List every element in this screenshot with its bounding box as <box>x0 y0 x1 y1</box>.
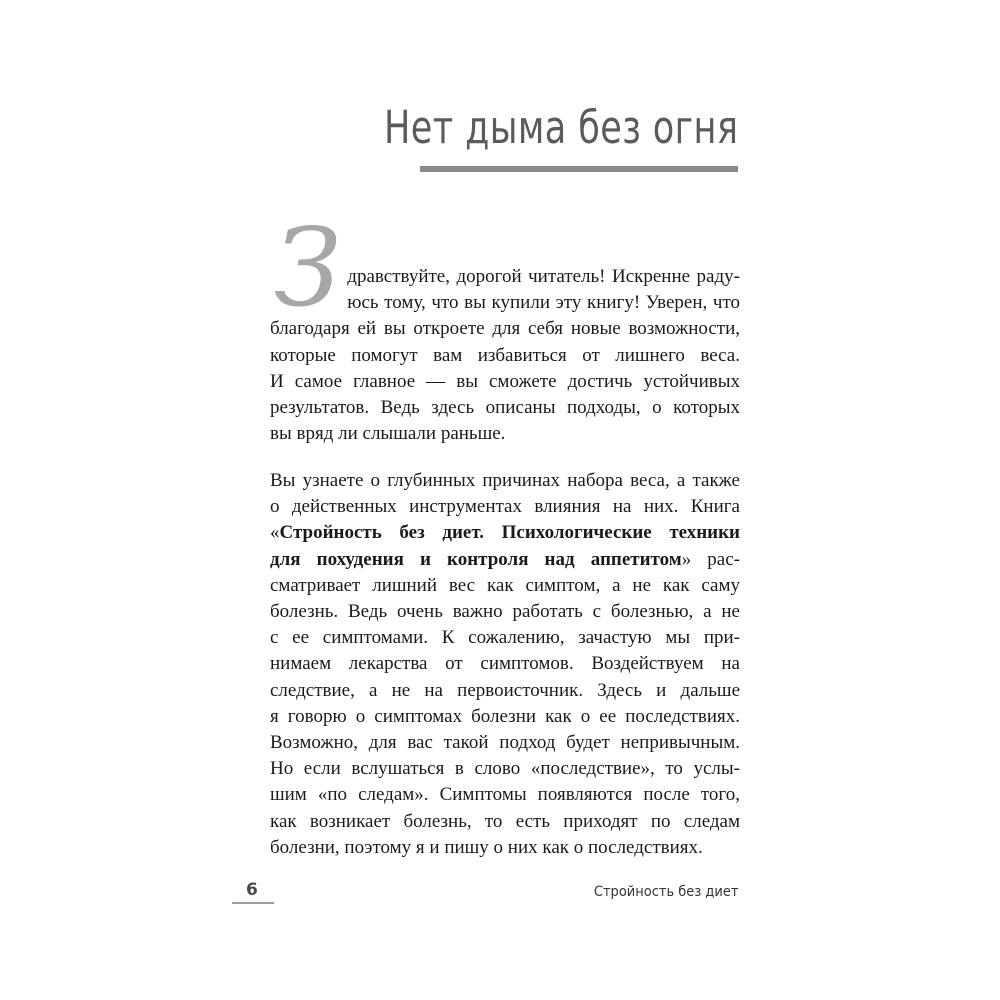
page-number-rule <box>232 902 274 904</box>
paragraph-2-line-book-title <box>270 547 740 573</box>
paragraph-2-line: сматривает лишний вес как симптом, а не как саму <box>270 574 740 596</box>
paragraph-2-line-book-title <box>270 520 740 546</box>
paragraph-1-line: дравствуйте, дорогой читатель! Искренне раду- <box>347 266 740 287</box>
paragraph-1-line: И самое главное — вы сможете достичь устойчивых <box>270 370 740 392</box>
paragraph-1-line: юсь тому, что вы купили эту книгу! Уверен, что <box>347 292 740 314</box>
chapter-title: Нет дыма без огня <box>383 101 738 154</box>
paragraph-1-line: которые помогут вам избавиться от лишнего веса. <box>270 344 740 366</box>
paragraph-1 <box>270 206 740 447</box>
paragraph-2-line: болезнь. Ведь очень важно работать с болезнью, а не <box>270 601 740 623</box>
running-title: Стройность без диет <box>593 884 738 900</box>
title-underline-rule <box>420 166 738 172</box>
paragraph-2-line: следствие, а не на первоисточник. Здесь и дальше <box>270 679 740 701</box>
paragraph-2-line: я говорю о симптомах болезни как о ее последствиях. <box>270 705 740 727</box>
paragraph-2-line: Вы узнаете о глубинных причинах набора веса, а также <box>270 470 740 491</box>
paragraph-2-line: о действенных инструментах влияния на них. Книга <box>270 496 740 518</box>
paragraph-2-line: Но если вслушаться в слово «последствие», то услы- <box>270 758 740 780</box>
paragraph-2-line: шим «по следам». Симптомы появляются после того, <box>270 784 740 806</box>
paragraph-1-line: результатов. Ведь здесь описаны подходы, о которых <box>270 397 740 419</box>
paragraph-2 <box>270 468 740 861</box>
page-number: 6 <box>246 880 258 900</box>
paragraph-2-line: как возникает болезнь, то есть приходят по следам <box>270 810 740 832</box>
quote-close-text: » рас- <box>681 548 740 570</box>
paragraph-2-line: болезни, поэтому я и пишу о них как о последствиях. <box>270 836 703 858</box>
drop-cap-letter: З <box>274 206 342 331</box>
book-title-part-1: Стройность без диет. Психологические техники <box>279 522 740 544</box>
paragraph-2-line: Возможно, для вас такой подход будет непривычным. <box>270 732 740 754</box>
book-title-part-2: для похудения и контроля над аппетитом <box>270 548 682 570</box>
paragraph-2-line: нимаем лекарства от симптомов. Воздействуем на <box>270 653 740 675</box>
quote-open: « <box>270 522 280 544</box>
paragraph-1-line: вы вряд ли слышали раньше. <box>270 423 506 445</box>
paragraph-1-line: благодаря ей вы откроете для себя новые возможности, <box>270 318 740 340</box>
paragraph-2-line: с ее симптомами. К сожалению, зачастую мы при- <box>270 627 740 649</box>
